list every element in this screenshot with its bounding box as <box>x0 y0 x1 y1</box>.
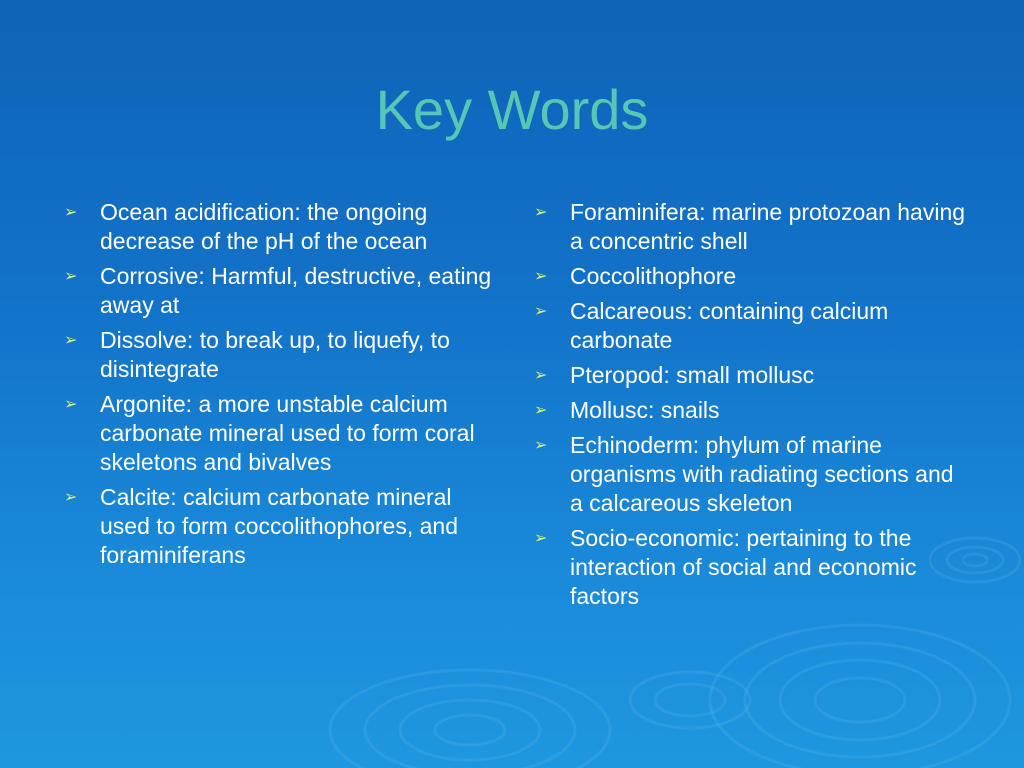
list-item <box>532 431 972 518</box>
list-item <box>532 262 972 291</box>
list-item-text: Echinoderm: phylum of marine organisms with radiating sections and a calcareous skeleton <box>570 432 954 516</box>
arrow-bullet-icon: ➢ <box>534 437 548 454</box>
slide-title: Key Words <box>375 78 649 141</box>
list-item-text: Ocean acidification: the ongoing decrease of the pH of the ocean <box>100 199 428 254</box>
list-item <box>62 262 502 320</box>
list-item-text: Pteropod: small mollusc <box>570 362 815 388</box>
list-item-text: Foraminifera: marine protozoan having a concentric shell <box>570 199 966 254</box>
list-item-text: Mollusc: snails <box>570 397 720 423</box>
list-item-text: Corrosive: Harmful, destructive, eating away at <box>100 263 492 318</box>
list-item-text: Calcite: calcium carbonate mineral used to form coccolithophores, and foraminiferans <box>100 484 458 568</box>
arrow-bullet-icon: ➢ <box>64 204 78 221</box>
arrow-bullet-icon: ➢ <box>534 303 548 320</box>
arrow-bullet-icon: ➢ <box>534 204 548 221</box>
list-item-text: Argonite: a more unstable calcium carbonate mineral used to form coral skeletons and bivalves <box>100 391 475 475</box>
left-column-list <box>62 198 502 576</box>
arrow-bullet-icon: ➢ <box>534 268 548 285</box>
list-item-text: Coccolithophore <box>570 263 737 289</box>
right-column-list <box>532 198 972 617</box>
arrow-bullet-icon: ➢ <box>64 489 78 506</box>
arrow-bullet-icon: ➢ <box>64 268 78 285</box>
list-item <box>532 396 972 425</box>
list-item <box>532 361 972 390</box>
list-item <box>62 198 502 256</box>
list-item <box>62 390 502 477</box>
list-item-text: Socio-economic: pertaining to the interaction of social and economic factors <box>570 525 917 609</box>
list-item <box>532 297 972 355</box>
list-item-text: Dissolve: to break up, to liquefy, to disintegrate <box>100 327 450 382</box>
arrow-bullet-icon: ➢ <box>534 402 548 419</box>
arrow-bullet-icon: ➢ <box>534 530 548 547</box>
list-item <box>62 326 502 384</box>
list-item <box>532 524 972 611</box>
arrow-bullet-icon: ➢ <box>64 332 78 349</box>
list-item <box>62 483 502 570</box>
arrow-bullet-icon: ➢ <box>64 396 78 413</box>
arrow-bullet-icon: ➢ <box>534 367 548 384</box>
list-item-text: Calcareous: containing calcium carbonate <box>570 298 889 353</box>
list-item <box>532 198 972 256</box>
